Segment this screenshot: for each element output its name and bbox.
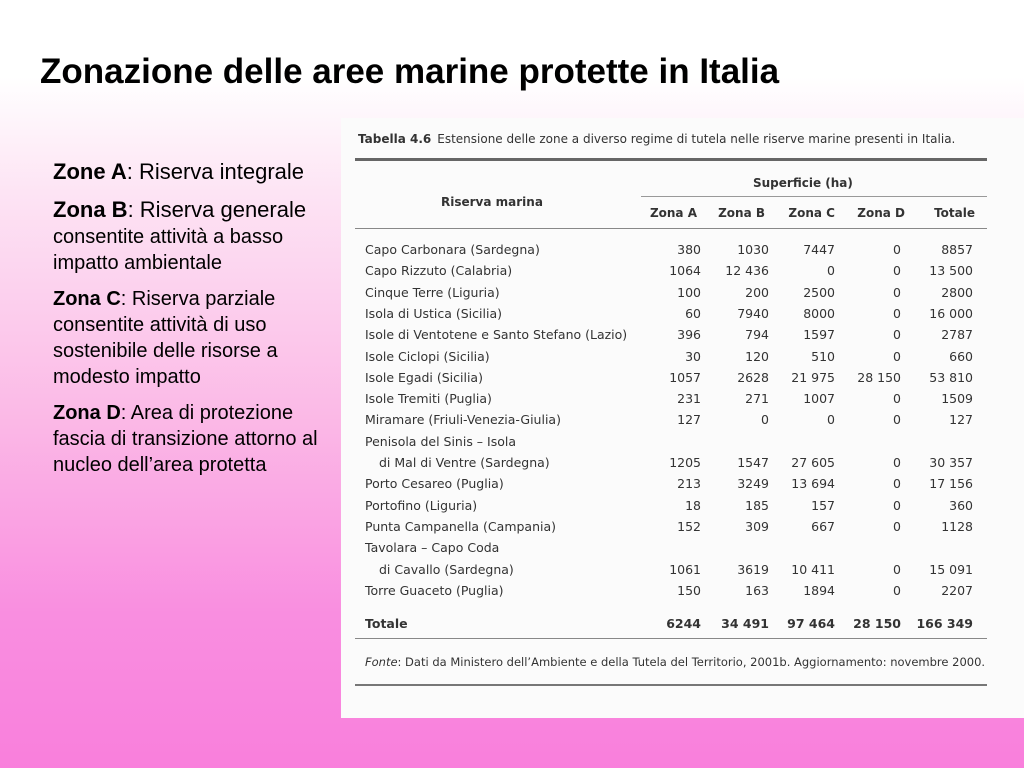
table-row	[341, 242, 1024, 263]
table-row	[341, 263, 1024, 284]
cell-zona-c: 97 464	[787, 616, 835, 631]
cell-zona-d: 0	[893, 391, 901, 407]
table-total-row	[341, 616, 1024, 637]
cell-zona-d: 0	[893, 518, 901, 534]
total-rule	[355, 638, 987, 639]
cell-totale: 2800	[941, 284, 973, 300]
reserve-name: Totale	[365, 616, 408, 631]
cell-zona-d: 0	[893, 263, 901, 279]
cell-totale: 1509	[941, 391, 973, 407]
cell-zona-b: 3619	[737, 561, 769, 577]
cell-zona-b: 7940	[737, 305, 769, 321]
cell-zona-b: 34 491	[721, 616, 769, 631]
cell-zona-c: 27 605	[791, 455, 835, 470]
cell-totale: 2207	[941, 582, 973, 598]
cell-zona-c: 13 694	[791, 476, 835, 492]
cell-totale: 17 156	[929, 476, 973, 492]
cell-zona-d: 0	[893, 284, 901, 300]
cell-zona-a: 396	[677, 327, 701, 343]
zone-a-label: : Riserva integrale	[126, 159, 305, 184]
cell-zona-b: 271	[745, 391, 769, 407]
cell-zona-d: 28 150	[857, 369, 901, 385]
cell-zona-a: 231	[677, 391, 701, 407]
source-text: : Dati da Ministero dell’Ambiente e della Tutela del Territorio, 2001b. Aggiornamento: novembre 2000.	[397, 655, 986, 669]
cell-zona-b: 1030	[737, 242, 769, 257]
table-row	[341, 476, 1024, 497]
cell-zona-c: 0	[827, 412, 835, 428]
cell-zona-c: 1597	[803, 327, 835, 343]
table-caption-text: Estensione delle zone a diverso regime di tutela nelle riserve marine presenti in Italia.	[437, 132, 956, 146]
zone-c-name: Zona C	[53, 288, 121, 310]
cell-zona-a: 1205	[669, 455, 701, 470]
cell-totale: 53 810	[929, 369, 973, 385]
reserve-name: Isole di Ventotene e Santo Stefano (Lazio)	[365, 327, 628, 343]
table-row	[341, 391, 1024, 412]
table-source	[365, 655, 985, 669]
reserve-name: Isole Egadi (Sicilia)	[365, 369, 483, 385]
cell-zona-b: 163	[745, 582, 769, 598]
cell-zona-b: 12 436	[725, 263, 769, 279]
cell-zona-a: 6244	[666, 616, 701, 631]
cell-zona-d: 28 150	[853, 616, 901, 631]
cell-zona-a: 100	[677, 284, 701, 300]
zone-c-label: : Riserva parziale	[120, 288, 276, 310]
cell-totale: 16 000	[929, 305, 973, 321]
cell-zona-b: 309	[745, 518, 769, 534]
cell-zona-d: 0	[893, 348, 901, 364]
cell-zona-b: 0	[761, 412, 769, 428]
cell-zona-a: 1057	[669, 369, 701, 385]
header-bottom-rule	[355, 228, 987, 229]
zone-a-item	[53, 158, 343, 186]
cell-totale: 30 357	[929, 455, 973, 470]
cell-zona-c: 8000	[803, 305, 835, 321]
cell-zona-c: 21 975	[791, 369, 835, 385]
header-sub-rule	[641, 196, 987, 197]
cell-zona-c: 10 411	[791, 561, 835, 577]
cell-zona-b: 794	[745, 327, 769, 343]
cell-totale: 127	[949, 412, 973, 428]
cell-totale: 660	[949, 348, 973, 364]
zone-b-desc: consentite attività a basso impatto ambientale	[53, 226, 284, 274]
table-caption-id: Tabella 4.6	[358, 132, 432, 146]
zone-list	[53, 158, 343, 488]
cell-totale: 15 091	[929, 561, 973, 577]
table-row	[341, 455, 1024, 476]
cell-zona-b: 185	[745, 497, 769, 513]
cell-zona-a: 1064	[669, 263, 701, 279]
header-col-zona-c: Zona C	[788, 206, 835, 220]
cell-zona-d: 0	[893, 305, 901, 321]
zone-d-item	[53, 400, 343, 478]
header-col-zona-b: Zona B	[718, 206, 765, 220]
reserve-name: Porto Cesareo (Puglia)	[365, 476, 504, 492]
zone-a-name: Zone A	[53, 159, 127, 184]
reserve-name: Cinque Terre (Liguria)	[365, 284, 500, 300]
zone-b-label: : Riserva generale	[127, 197, 307, 222]
table-row	[341, 562, 1024, 583]
table-row	[341, 583, 1024, 604]
reserve-name: Punta Campanella (Campania)	[365, 518, 557, 534]
cell-zona-c: 0	[827, 263, 835, 279]
reserve-name: Tavolara – Capo Coda	[365, 540, 500, 556]
cell-zona-d: 0	[893, 561, 901, 577]
table-row	[341, 412, 1024, 433]
reserve-name: Isole Tremiti (Puglia)	[365, 391, 492, 407]
reserve-name: di Cavallo (Sardegna)	[379, 561, 514, 577]
cell-zona-b: 120	[745, 348, 769, 364]
reserve-name: Capo Rizzuto (Calabria)	[365, 263, 513, 279]
table-row	[341, 434, 1024, 455]
cell-totale: 8857	[941, 242, 973, 257]
table-image	[341, 118, 1024, 718]
reserve-name: Miramare (Friuli-Venezia-Giulia)	[365, 412, 561, 428]
cell-zona-a: 150	[677, 582, 701, 598]
cell-totale: 360	[949, 497, 973, 513]
cell-totale: 1128	[941, 518, 973, 534]
cell-zona-d: 0	[893, 582, 901, 598]
table-row	[341, 540, 1024, 561]
cell-zona-b: 1547	[737, 455, 769, 470]
table-bottom-rule	[355, 684, 987, 686]
reserve-name: Torre Guaceto (Puglia)	[365, 582, 504, 598]
cell-totale: 2787	[941, 327, 973, 343]
table-row	[341, 370, 1024, 391]
reserve-name: Portofino (Liguria)	[365, 497, 478, 513]
cell-zona-c: 7447	[803, 242, 835, 257]
table-row	[341, 519, 1024, 540]
reserve-name: Penisola del Sinis – Isola	[365, 433, 517, 449]
table-row	[341, 349, 1024, 370]
cell-zona-a: 152	[677, 518, 701, 534]
cell-zona-c: 1007	[803, 391, 835, 407]
reserve-name: Capo Carbonara (Sardegna)	[365, 242, 540, 257]
cell-totale: 166 349	[916, 616, 973, 631]
header-col-totale: Totale	[934, 206, 975, 220]
reserve-name: Isola di Ustica (Sicilia)	[365, 305, 502, 321]
table-row	[341, 327, 1024, 348]
cell-zona-c: 667	[811, 518, 835, 534]
cell-zona-a: 380	[677, 242, 701, 257]
cell-zona-d: 0	[893, 497, 901, 513]
cell-zona-a: 213	[677, 476, 701, 492]
zone-b-name: Zona B	[53, 197, 128, 222]
reserve-name: Isole Ciclopi (Sicilia)	[365, 348, 490, 364]
cell-zona-d: 0	[893, 476, 901, 492]
zone-d-label: : Area di protezione fascia di transizione attorno al nucleo dell’area protetta	[53, 402, 318, 476]
table-row	[341, 306, 1024, 327]
cell-zona-a: 30	[685, 348, 701, 364]
cell-zona-d: 0	[893, 455, 901, 470]
cell-zona-b: 3249	[737, 476, 769, 492]
header-col-zona-d: Zona D	[857, 206, 905, 220]
zone-c-item	[53, 286, 343, 390]
reserve-name: di Mal di Ventre (Sardegna)	[379, 455, 550, 470]
zone-d-name: Zona D	[53, 402, 121, 424]
table-row	[341, 498, 1024, 519]
header-surface: Superficie (ha)	[753, 176, 853, 190]
header-col-zona-a: Zona A	[649, 206, 697, 220]
cell-totale: 13 500	[929, 263, 973, 279]
cell-zona-b: 200	[745, 284, 769, 300]
table-top-rule	[355, 158, 987, 161]
cell-zona-a: 60	[685, 305, 701, 321]
cell-zona-c: 510	[811, 348, 835, 364]
cell-zona-c: 2500	[803, 284, 835, 300]
cell-zona-a: 127	[677, 412, 701, 428]
zone-b-item	[53, 196, 343, 276]
cell-zona-c: 1894	[803, 582, 835, 598]
cell-zona-d: 0	[893, 242, 901, 257]
zone-c-desc: consentite attività di uso sostenibile delle risorse a modesto impatto	[53, 314, 278, 388]
cell-zona-c: 157	[811, 497, 835, 513]
cell-zona-d: 0	[893, 327, 901, 343]
table-caption	[358, 132, 955, 146]
source-label: Fonte	[365, 655, 398, 669]
cell-zona-a: 1061	[669, 561, 701, 577]
cell-zona-a: 18	[685, 497, 701, 513]
cell-zona-b: 2628	[737, 369, 769, 385]
table-row	[341, 285, 1024, 306]
cell-zona-d: 0	[893, 412, 901, 428]
slide-title: Zonazione delle aree marine protette in Italia	[40, 52, 780, 91]
header-reserve: Riserva marina	[441, 195, 543, 209]
